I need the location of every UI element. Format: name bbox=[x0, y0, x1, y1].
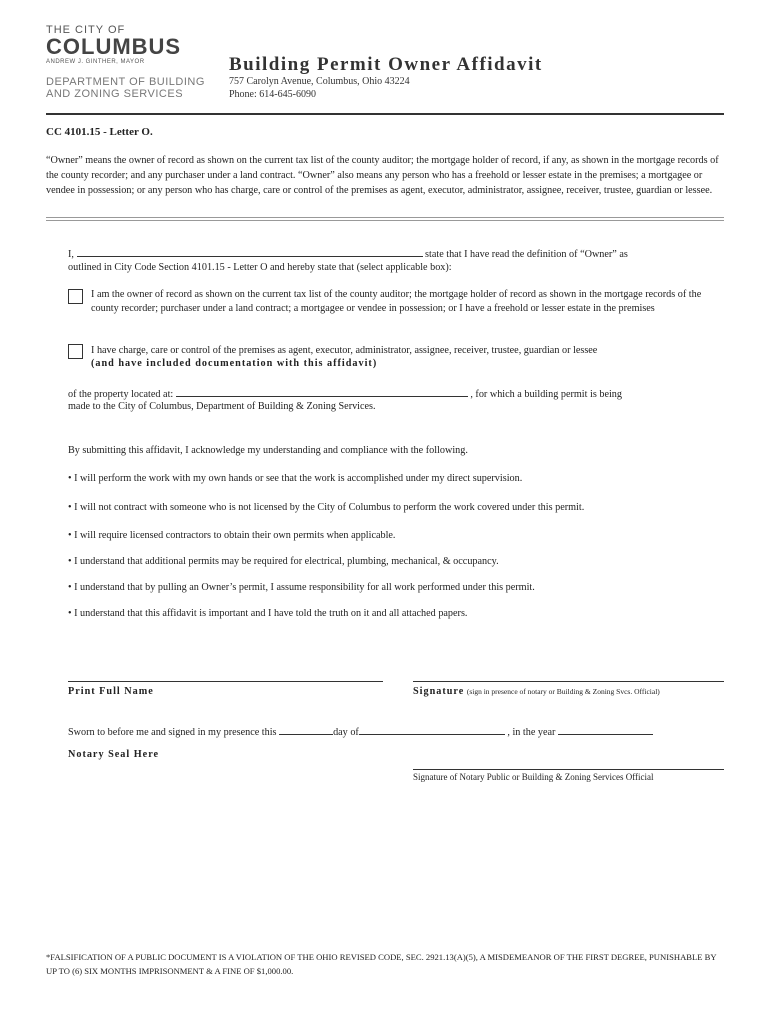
statement bbox=[68, 246, 728, 262]
month-input-line[interactable] bbox=[359, 724, 505, 735]
bullet-item: • I will not contract with someone who is not licensed by the City of Columbus to perform the work covered under this permit. bbox=[68, 502, 585, 513]
statement-prefix: I, bbox=[68, 249, 74, 260]
notary-seal-label: Notary Seal Here bbox=[68, 749, 160, 760]
logo-mayor: ANDREW J. GINTHER, MAYOR bbox=[46, 59, 145, 65]
bullet-item: • I understand that by pulling an Owner’s permit, I assume responsibility for all work performed under this permit. bbox=[68, 582, 535, 593]
in-year-label: , in the year bbox=[507, 727, 556, 738]
header-divider bbox=[46, 113, 724, 115]
page-title: Building Permit Owner Affidavit bbox=[229, 54, 543, 75]
double-divider bbox=[46, 217, 724, 221]
logo-city: THE CITY OF bbox=[46, 24, 126, 36]
charge-care-control-checkbox[interactable] bbox=[68, 344, 83, 359]
year-input-line[interactable] bbox=[558, 724, 653, 735]
owner-of-record-checkbox[interactable] bbox=[68, 289, 83, 304]
logo-dept-line2: AND ZONING SERVICES bbox=[46, 88, 184, 100]
signature-label: Signature bbox=[413, 686, 465, 697]
address: 757 Carolyn Avenue, Columbus, Ohio 43224 bbox=[229, 76, 410, 87]
day-input-line[interactable] bbox=[279, 724, 333, 735]
property-address-input-line[interactable] bbox=[176, 386, 468, 397]
sworn-line bbox=[68, 724, 728, 740]
signature-line[interactable] bbox=[413, 681, 724, 682]
code-reference: CC 4101.15 - Letter O. bbox=[46, 126, 153, 138]
option-charge-text: I have charge, care or control of the premises as agent, executor, administrator, assignee, receiver, trustee, guardian or lessee bbox=[91, 345, 598, 356]
option-owner-text: I am the owner of record as shown on the current tax list of the county auditor; the mortgage holder of record as shown in the mortgage records of the county recorder; purchaser under a land contract; a mortgagee or vendee in possession; or I have a freehold or lesser estate in the premises bbox=[91, 289, 702, 314]
signature-label-group bbox=[413, 685, 660, 699]
falsification-notice: *FALSIFICATION OF A PUBLIC DOCUMENT IS A VIOLATION OF THE OHIO REVISED CODE, SEC. 2921.13(A)(5), A MISDEMEANOR OF THE FIRST DEGREE, PUNISHABLE BY UP TO (6) SIX MONTHS IMPRISONMENT & A FINE OF $1,000.00. bbox=[46, 952, 717, 976]
statement-suffix: state that I have read the definition of “Owner” as bbox=[425, 249, 628, 260]
statement-line2: outlined in City Code Section 4101.15 - Letter O and hereby state that (select applicable box): bbox=[68, 262, 452, 273]
option-charge-note: (and have included documentation with this affidavit) bbox=[91, 358, 378, 369]
logo-dept-line1: DEPARTMENT OF BUILDING bbox=[46, 76, 205, 88]
city-logo bbox=[46, 24, 221, 100]
bullet-item: • I will perform the work with my own hands or see that the work is accomplished under my direct supervision. bbox=[68, 473, 523, 484]
owner-definition: “Owner” means the owner of record as shown on the current tax list of the county auditor; the mortgage holder of record, if any, as shown in the mortgage records of the county recorder; and any purchaser under a land contract. “Owner” also means any person who has a freehold or lesser estate in the premises; a mortgagee or vendee in possession; or any person who has charge, care or control of the premises as agent, executor, administrator, assignee, receiver, trustee, guardian or lessee. bbox=[46, 155, 719, 196]
bullet-item: • I will require licensed contractors to obtain their own permits when applicable. bbox=[68, 530, 396, 541]
print-name-line[interactable] bbox=[68, 681, 383, 682]
signature-note: (sign in presence of notary or Building & Zoning Svcs. Official) bbox=[466, 687, 660, 696]
property-line2: made to the City of Columbus, Department of Building & Zoning Services. bbox=[68, 401, 376, 412]
bullet-item: • I understand that this affidavit is important and I have told the truth on it and all attached papers. bbox=[68, 608, 468, 619]
bullet-item: • I understand that additional permits may be required for electrical, plumbing, mechanical, & occupancy. bbox=[68, 556, 499, 567]
address-block bbox=[229, 75, 410, 101]
acknowledge-intro: By submitting this affidavit, I acknowledge my understanding and compliance with the following. bbox=[68, 445, 468, 456]
notary-signature-line[interactable] bbox=[413, 769, 724, 770]
property-prefix: of the property located at: bbox=[68, 389, 174, 400]
sworn-prefix: Sworn to before me and signed in my presence this bbox=[68, 727, 277, 738]
name-input-line[interactable] bbox=[77, 246, 423, 257]
logo-name: COLUMBUS bbox=[46, 34, 182, 59]
phone: Phone: 614-645-6090 bbox=[229, 89, 316, 100]
day-of-label: day of bbox=[333, 727, 359, 738]
notary-signature-label: Signature of Notary Public or Building & Zoning Services Official bbox=[413, 772, 654, 782]
print-name-label: Print Full Name bbox=[68, 686, 154, 697]
property-suffix: , for which a building permit is being bbox=[470, 389, 622, 400]
